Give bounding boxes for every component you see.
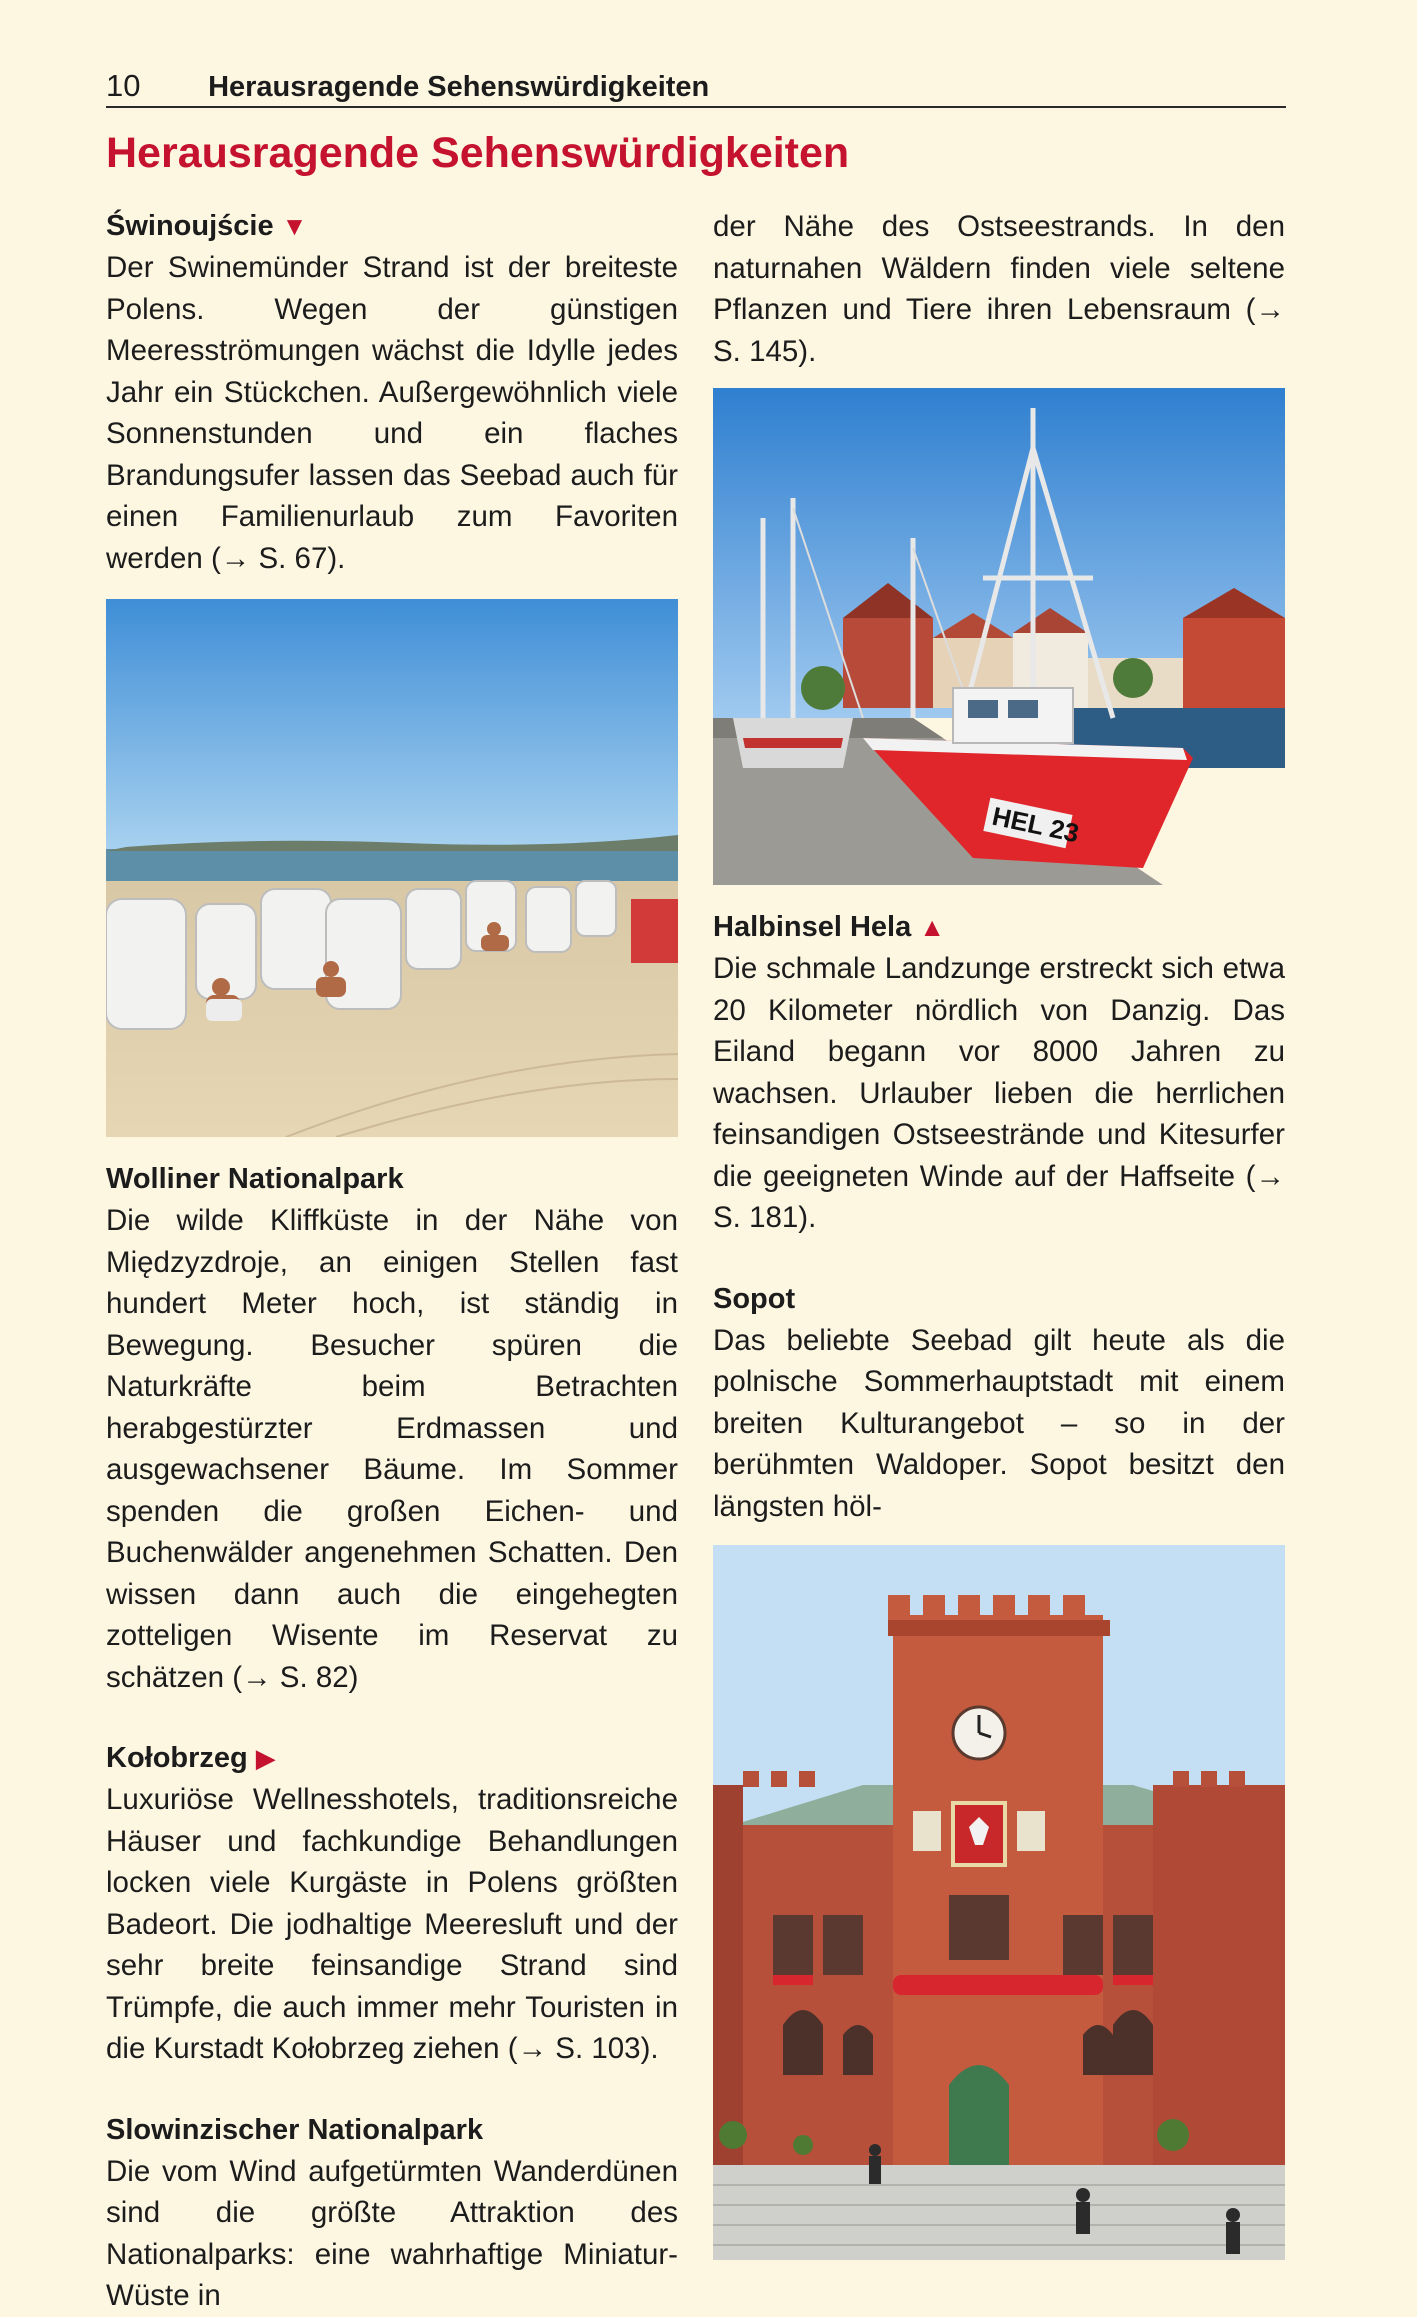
section-title-text: Kołobrzeg: [106, 1742, 248, 1774]
section-text: Luxuriöse Wellnesshotels, traditionsreiche Häuser und fachkundige Behandlungen locken viele Kurgäste in Polens größten Badeort. Die jodhaltige Meeresluft und der sehr breite feinsandige Strand sind Trümpfe, die auch immer mehr Touristen in die Kurstadt Kołobrzeg ziehen (→ S. 103).: [106, 1783, 678, 2065]
section-title: [713, 907, 1285, 948]
section-title: [106, 1738, 678, 1779]
running-title: Herausragende Sehenswürdigkeiten: [208, 71, 710, 103]
section-kolobrzeg: [106, 1738, 678, 2070]
section-title-text: Halbinsel Hela: [713, 911, 912, 943]
section-text: Die wilde Kliffküste in der Nähe von Międzyzdroje, an einigen Stellen fast hundert Meter hoch, ist ständig in Bewegung. Besucher spüren die Naturkräfte beim Betrachten herabgestürzter Erdmassen und ausgewachsener Bäume. Im Sommer spenden die großen Eichen- und Buchenwälder angenehmen Schatten. Den wissen dann auch die eingehegten zotteligen Wisente im Reservat zu schätzen (→ S. 82): [106, 1204, 678, 1694]
section-title-text: Świnoujście: [106, 210, 274, 242]
section-title: Wolliner Nationalpark: [106, 1163, 404, 1195]
harbor-photo: [713, 388, 1285, 885]
section-title: Slowinzischer Nationalpark: [106, 2113, 484, 2146]
page-title: Herausragende Sehenswürdigkeiten: [106, 129, 850, 177]
beach-illustration: [106, 599, 678, 1137]
harbor-illustration: [713, 388, 1285, 885]
section-hela: [713, 907, 1285, 1239]
triangle-down-icon: ▼: [281, 211, 308, 241]
page-number: 10: [106, 68, 141, 103]
left-column: [106, 206, 678, 2317]
section-slowinzischer: [106, 2110, 678, 2317]
section-text: Das beliebte Seebad gilt heute als die polnische Sommerhauptstadt mit einem breiten Kulturangebot – so in der berühmten Waldoper. Sopot besitzt den längsten höl-: [713, 1323, 1285, 1523]
triangle-up-icon: ▲: [919, 912, 945, 942]
section-title: [106, 206, 678, 247]
boat-registration-label: HEL 23: [989, 800, 1082, 849]
section-title: Sopot: [713, 1282, 796, 1315]
section-swinoujscie: [106, 206, 678, 579]
right-column: [713, 206, 1285, 2260]
section-text: Die vom Wind aufgetürmten Wanderdünen sind die größte Attraktion des Nationalparks: eine wahrhaftige Miniatur-Wüste in: [106, 2154, 678, 2312]
triangle-right-icon: ▶: [255, 1743, 276, 1773]
section-wolliner: [106, 1159, 678, 1698]
town-hall-photo: [713, 1545, 1285, 2260]
section-text-continued: der Nähe des Ostseestrands. In den naturnahen Wäldern finden viele seltene Pflanzen und Tiere ihren Lebensraum (→ S. 145).: [713, 210, 1285, 368]
running-head: [106, 66, 1286, 108]
section-sopot: [713, 1279, 1285, 1528]
town-hall-illustration: [713, 1545, 1285, 2260]
section-text: Die schmale Landzunge erstreckt sich etwa 20 Kilometer nördlich von Danzig. Das Eiland begann vor 8000 Jahren zu wachsen. Urlauber lieben die herrlichen feinsandigen Ostseestrände und Kitesurfer die geeigneten Winde auf der Haffseite (→ S. 181).: [713, 952, 1285, 1234]
beach-photo: [106, 599, 678, 1137]
section-text: Der Swinemünder Strand ist der breiteste Polens. Wegen der günstigen Meeresströmungen wächst die Idylle jedes Jahr ein Stückchen. Außergewöhnlich viele Sonnenstunden und ein flaches Brandungsufer lassen das Seebad auch für einen Familienurlaub zum Favoriten werden (→ S. 67).: [106, 251, 678, 575]
